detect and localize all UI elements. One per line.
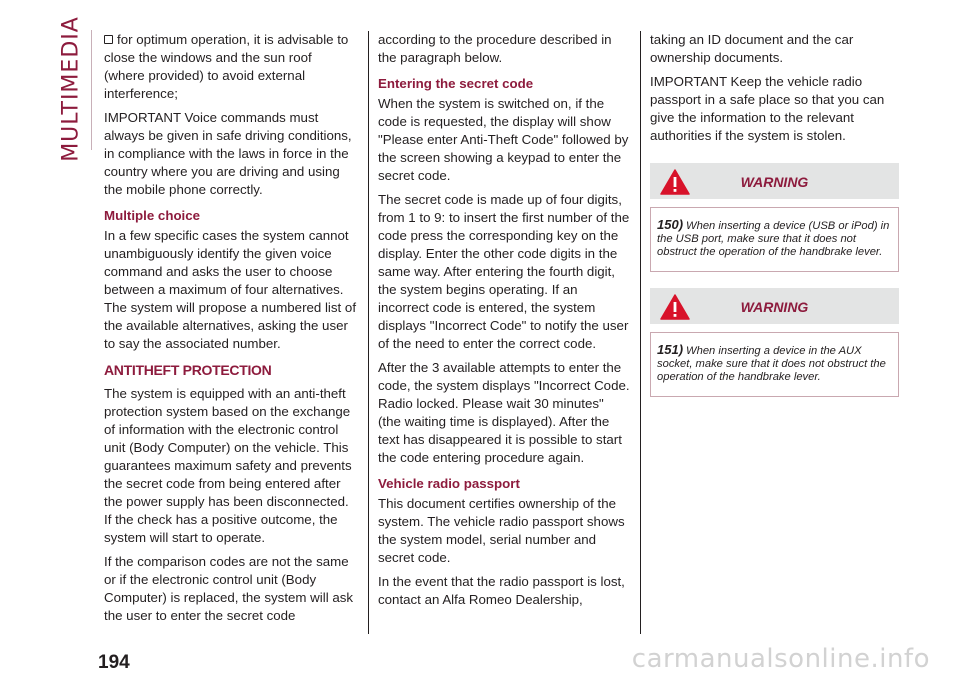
multiple-choice-heading: Multiple choice [104,208,201,223]
radio-passport-heading: Vehicle radio passport [378,476,520,491]
entering-code-heading: Entering the secret code [378,76,534,91]
square-bullet-icon [104,35,113,44]
multiple-choice-text: In a few specific cases the system cannot unambiguously identify the given voice command and asks the user to choose between a maximum of four alternatives. The system will propose a numbered list of the available alternatives, asking the user to say the associated number. [104,228,357,351]
important-keep-note: IMPORTANT Keep the vehicle radio passport in a safe place so that you can give the information to the relevant authorities if the system is stolen. [650,74,885,143]
important-voice-note: IMPORTANT Voice commands must always be given in safe driving conditions, in compliance with the laws in force in the country where you are driving and using the mobile phone correctly. [104,110,352,197]
antitheft-text-1: The system is equipped with an anti-theft protection system based on the exchange of information with the electronic control unit (Body Computer) on the vehicle. This guarantees maximum safety and prevents the secret code from being entered after the power supply has been disconnected. If the check has a positive outcome, the system will start to operate. [104,386,352,545]
continuation-text: according to the procedure described in the paragraph below. [378,32,612,65]
entering-code-text-2: The secret code is made up of four digits, from 1 to 9: to insert the first number of the code press the corresponding key on the display. Enter the other code digits in the same way. After entering the fourth digit, the system begins operating. If an incorrect code is entered, the system displays "Incorrect Code" to notify the user of the need to enter the correct code. [378,192,630,351]
bullet-paragraph [104,31,356,103]
column-right [650,31,899,397]
column-divider [640,31,641,634]
warning-number: 150) [657,217,684,232]
warning-box [650,332,899,397]
continuation-text: taking an ID document and the car ownership documents. [650,32,854,65]
section-title-vertical [58,14,84,164]
side-rule [91,30,92,150]
warning-header [650,288,899,324]
entering-code-text-1: When the system is switched on, if the code is requested, the display will show "Please enter Anti-Theft Code" followed by the screen showing a keypad to enter the secret code. [378,96,629,183]
antitheft-text-2: If the comparison codes are not the same or if the electronic control unit (Body Computer) is replaced, the system will ask the user to enter the secret code [104,554,354,623]
warning-number: 151) [657,342,684,357]
watermark: carmanualsonline.info [631,644,930,674]
column-divider [368,31,369,634]
antitheft-heading: ANTITHEFT PROTECTION [104,362,272,378]
entering-code-text-3: After the 3 available attempts to enter the code, the system displays "Incorrect Code. Radio locked. Please wait 30 minutes" (the waiting time is displayed). After the text has disappeared it is possible to start the code entering procedure again. [378,360,630,465]
radio-passport-text-2: In the event that the radio passport is lost, contact an Alfa Romeo Dealership, [378,574,625,607]
warning-label: WARNING [740,174,809,190]
warning-header [650,163,899,199]
radio-passport-text-1: This document certifies ownership of the system. The vehicle radio passport shows the system model, serial number and secret code. [378,496,625,565]
column-middle [378,31,630,615]
page-number: 194 [98,652,130,673]
warning-text: When inserting a device in the AUX socket, make sure that it does not obstruct the operation of the handbrake lever. [657,345,886,383]
column-left [104,31,356,631]
warning-text: When inserting a device (USB or iPod) in the USB port, make sure that it does not obstruct the operation of the handbrake lever. [657,220,890,258]
warning-label: WARNING [740,299,809,315]
warning-box [650,207,899,272]
bullet-text: for optimum operation, it is advisable to close the windows and the sun roof (where provided) to avoid external interference; [104,32,349,101]
section-title-text: MULTIMEDIA [58,16,84,162]
